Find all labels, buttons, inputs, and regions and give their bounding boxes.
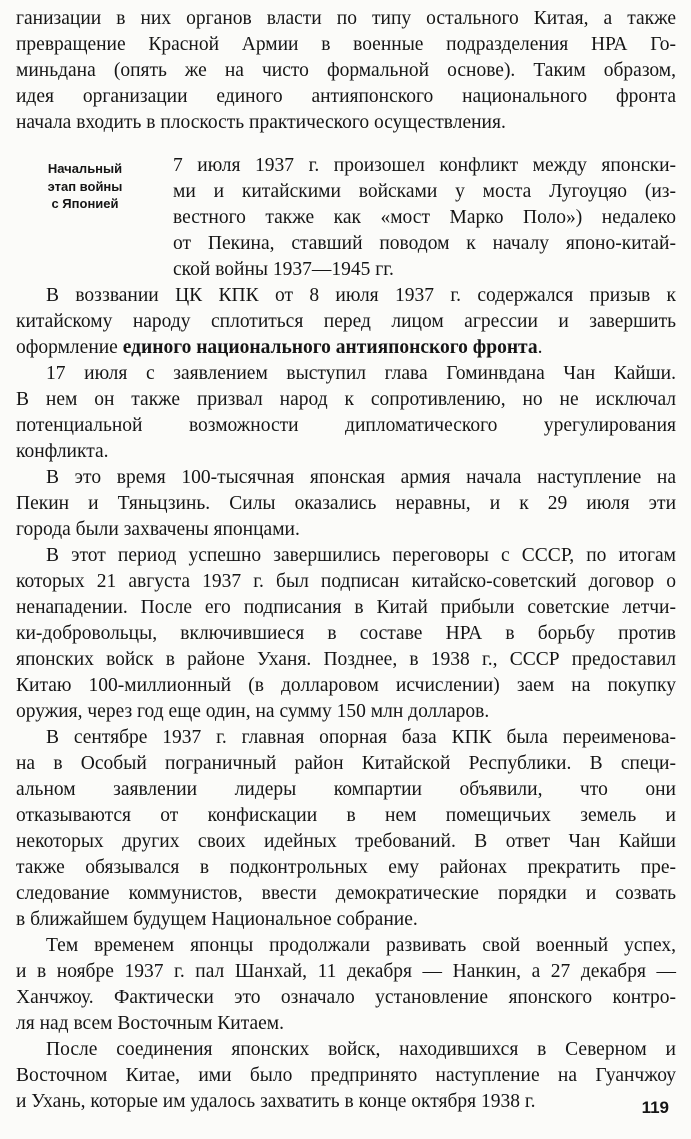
- text-line: начала входить в плоскость практического осуществления.: [16, 112, 506, 133]
- text-line: отказываются от конфискации в нем помещичьих земель и: [16, 805, 676, 826]
- text-run: .: [537, 337, 543, 358]
- text-line: некоторых других своих идейных требований. В ответ Чан Кайши: [16, 831, 676, 852]
- text-line: Пекин и Тяньцзинь. Силы оказались неравны, и к 29 июля эти: [16, 493, 676, 514]
- text-line: от Пекина, ставший поводом к началу японо-китай-: [173, 233, 676, 254]
- text-line: потенциальной возможности дипломатического урегулирования: [16, 415, 676, 436]
- margin-heading-line: с Японией: [51, 196, 119, 211]
- margin-heading: [20, 160, 150, 213]
- text-line: В этот период успешно завершились переговоры с СССР, по итогам: [46, 545, 676, 566]
- text-line: и Ухань, которые им удалось захватить в конце октября 1938 г.: [16, 1091, 536, 1112]
- text-line: Восточном Китае, ими было предпринято наступление на Гуанчжоу: [16, 1065, 676, 1086]
- text-line: ля над всем Восточным Китаем.: [16, 1013, 285, 1034]
- margin-heading-line: Начальный: [47, 161, 123, 176]
- text-line: на в Особый пограничный район Китайской Республики. В специ-: [16, 753, 676, 774]
- text-line: Тем временем японцы продолжали развивать свой военный успех,: [46, 935, 676, 956]
- text-line: которых 21 августа 1937 г. был подписан китайско-советский договор о: [16, 571, 676, 592]
- text-line: Ханчжоу. Фактически это означало установление японского контро-: [16, 987, 676, 1008]
- text-line: конфликта.: [16, 441, 109, 462]
- text-line: Китаю 100-миллионный (в долларовом исчислении) заем на покупку: [16, 675, 676, 696]
- page-number: 119: [641, 1098, 669, 1117]
- text-line: вестного также как «мост Марко Поло») недалеко: [173, 207, 676, 228]
- text-line: В воззвании ЦК КПК от 8 июля 1937 г. содержался призыв к: [46, 285, 676, 306]
- text-line: ми и китайскими войсками у моста Лугоуцяо (из-: [173, 181, 676, 202]
- text-line: миньдана (опять же на чисто формальной основе). Таким образом,: [16, 60, 676, 81]
- text-line: В нем он также призвал народ к сопротивлению, но не исключал: [16, 389, 676, 410]
- text-line: ской войны 1937—1945 гг.: [173, 259, 394, 280]
- text-line: ки-добровольцы, включившиеся в составе НРА в борьбу против: [16, 623, 676, 644]
- text-run: оформление: [16, 337, 123, 358]
- text-line: и в ноябре 1937 г. пал Шанхай, 11 декабря — Нанкин, а 27 декабря —: [16, 961, 676, 982]
- text-line: города были захвачены японцами.: [16, 519, 300, 540]
- text-line: превращение Красной Армии в военные подразделения НРА Го-: [16, 34, 676, 55]
- text-line: альном заявлении лидеры компартии объявили, что они: [16, 779, 676, 800]
- text-line-with-bold: [16, 337, 676, 359]
- text-line: ненападении. После его подписания в Китай прибыли советские летчи-: [16, 597, 676, 618]
- text-line: В это время 100-тысячная японская армия начала наступление на: [46, 467, 676, 488]
- text-line: следование коммунистов, ввести демократические порядки и созвать: [16, 883, 676, 904]
- text-line: После соединения японских войск, находившихся в Северном и: [46, 1039, 676, 1060]
- text-line: оружия, через год еще один, на сумму 150 млн долларов.: [16, 701, 490, 722]
- text-line: ганизации в них органов власти по типу остального Китая, а также: [16, 8, 676, 29]
- text-line: в ближайшем будущем Национальное собрание.: [16, 909, 418, 930]
- text-line: В сентябре 1937 г. главная опорная база КПК была переименова-: [46, 727, 676, 748]
- bold-term: единого национального антияпонского фронта: [122, 337, 538, 358]
- text-line: 17 июля с заявлением выступил глава Гоминвдана Чан Кайши.: [46, 363, 676, 384]
- text-line: китайскому народу сплотиться перед лицом агрессии и завершить: [16, 311, 676, 332]
- text-line: идея организации единого антияпонского национального фронта: [16, 86, 676, 107]
- text-line: также обязывался в подконтрольных ему районах прекратить пре-: [16, 857, 676, 878]
- text-line: японских войск в районе Уханя. Позднее, в 1938 г., СССР предоставил: [16, 649, 676, 670]
- margin-heading-line: этап войны: [47, 178, 123, 194]
- text-line: 7 июля 1937 г. произошел конфликт между японски-: [173, 155, 676, 176]
